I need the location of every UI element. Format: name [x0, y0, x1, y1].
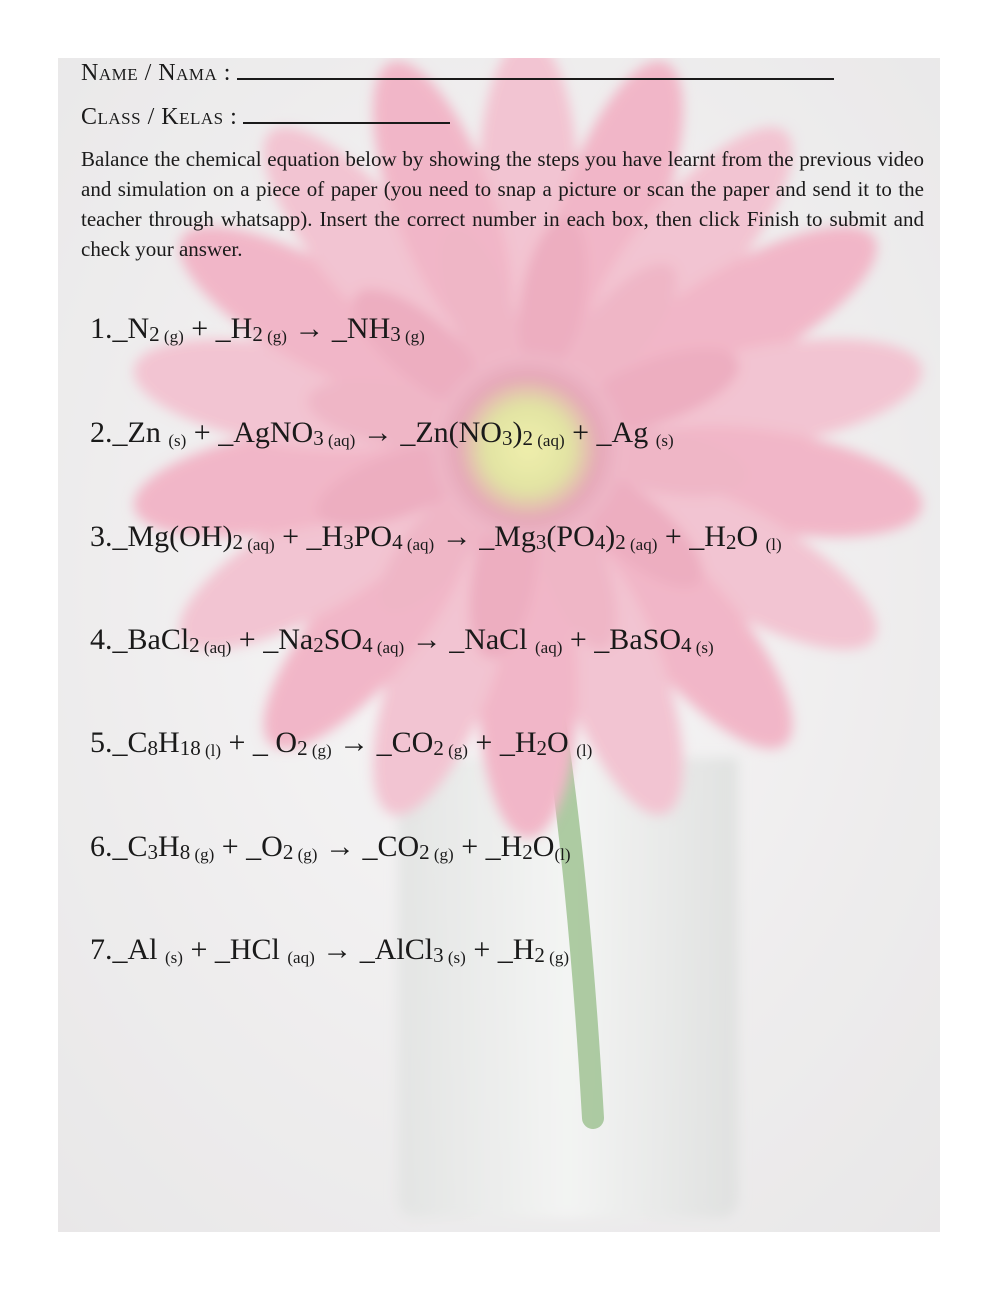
formula-subscript: 2 — [189, 633, 200, 657]
formula-text: O — [736, 520, 766, 553]
equation-formula — [113, 312, 425, 345]
formula-text: _Zn — [112, 416, 169, 449]
equation-2 — [90, 416, 674, 451]
equation-4 — [90, 623, 714, 658]
state-symbol: (aq) — [199, 638, 232, 657]
formula-text: SO — [323, 623, 363, 656]
formula-subscript: 2 — [615, 530, 626, 554]
formula-subscript: 4 — [362, 633, 373, 657]
state-symbol: (aq) — [625, 535, 658, 554]
formula-text: (PO — [546, 520, 595, 553]
formula-text: + _Na — [231, 623, 314, 656]
formula-text: O — [547, 726, 577, 759]
class-label: Class / Kelas : — [81, 104, 238, 130]
formula-text: O — [532, 830, 555, 863]
formula-text: _Al — [112, 933, 165, 966]
equation-number: 6. — [90, 830, 113, 863]
state-symbol: (g) — [429, 845, 454, 864]
formula-text: H — [158, 830, 180, 863]
state-symbol: (g) — [544, 948, 569, 967]
formula-text: _N — [112, 312, 150, 345]
state-symbol: (aq) — [287, 948, 315, 967]
state-symbol: (g) — [262, 327, 287, 346]
formula-subscript: 3 — [147, 840, 159, 864]
instructions-text: Balance the chemical equation below by showing the steps you have learnt from the previous video and simulation on a piece of paper (you need to snap a picture or scan the paper and send it to the teacher through whatsapp). Insert the correct number in each box, then click Finish to submit and check your answer. — [81, 147, 924, 261]
formula-text: _Mg(OH) — [112, 520, 233, 553]
equation-number: 7. — [90, 933, 113, 966]
name-field — [81, 60, 834, 87]
equation-number: 4. — [90, 623, 113, 656]
formula-subscript: 2 — [232, 530, 243, 554]
formula-subscript: 2 — [282, 840, 294, 864]
formula-text: → _Zn(NO — [355, 416, 502, 449]
state-symbol: (g) — [159, 327, 184, 346]
state-symbol: (aq) — [535, 638, 563, 657]
formula-text: + _BaSO — [562, 623, 681, 656]
formula-subscript: 4 — [392, 530, 403, 554]
formula-text: + _H — [274, 520, 344, 553]
formula-subscript: 3 — [313, 426, 324, 450]
worksheet-page — [58, 58, 940, 1232]
equation-number: 5. — [90, 726, 113, 759]
formula-subscript: 2 — [297, 736, 308, 760]
formula-subscript: 2 — [419, 840, 430, 864]
equation-formula — [113, 623, 714, 656]
state-symbol: (aq) — [532, 431, 565, 450]
equation-formula — [113, 830, 571, 863]
formula-subscript: 2 — [522, 840, 533, 864]
equation-number: 3. — [90, 520, 113, 553]
state-symbol: (l) — [765, 535, 782, 554]
formula-text: → _NaCl — [404, 623, 536, 656]
formula-text: + _H — [467, 726, 537, 759]
formula-subscript: 2 — [149, 322, 160, 346]
state-symbol: (aq) — [323, 431, 356, 450]
state-symbol: (l) — [576, 741, 593, 760]
equation-formula — [113, 726, 593, 759]
state-symbol: (aq) — [372, 638, 405, 657]
state-symbol: (l) — [554, 845, 571, 864]
formula-text: + _H — [465, 933, 535, 966]
formula-text: + _H — [453, 830, 523, 863]
formula-subscript: 3 — [433, 943, 444, 967]
equation-6 — [90, 830, 571, 865]
name-blank-line[interactable] — [237, 60, 834, 80]
formula-text: + _AgNO — [186, 416, 314, 449]
formula-text: + _HCl — [182, 933, 288, 966]
state-symbol: (l) — [200, 741, 221, 760]
formula-text: H — [158, 726, 180, 759]
formula-text: _C — [112, 726, 148, 759]
equation-formula — [113, 933, 570, 966]
formula-subscript: 4 — [594, 530, 606, 554]
state-symbol: (g) — [400, 327, 425, 346]
formula-subscript: 3 — [343, 530, 354, 554]
equation-formula — [113, 520, 782, 553]
formula-subscript: 2 — [433, 736, 444, 760]
formula-text: ) — [605, 520, 616, 553]
formula-text: → _Mg — [434, 520, 536, 553]
formula-text: + _H — [657, 520, 726, 553]
formula-text: → _CO — [317, 830, 420, 863]
state-symbol: (s) — [655, 431, 674, 450]
equation-number: 2. — [90, 416, 113, 449]
formula-text: ) — [512, 416, 523, 449]
class-blank-line[interactable] — [243, 104, 450, 124]
equation-formula — [113, 416, 674, 449]
state-symbol: (g) — [443, 741, 468, 760]
class-field — [81, 104, 450, 131]
formula-subscript: 2 — [725, 530, 737, 554]
state-symbol: (g) — [307, 741, 332, 760]
formula-subscript: 2 — [534, 943, 545, 967]
formula-text: _C — [112, 830, 148, 863]
equation-3 — [90, 520, 782, 555]
formula-subscript: 4 — [680, 633, 692, 657]
equation-7 — [90, 933, 569, 968]
state-symbol: (aq) — [402, 535, 435, 554]
formula-subscript: 18 — [179, 736, 201, 760]
state-symbol: (aq) — [243, 535, 275, 554]
formula-subscript: 2 — [536, 736, 548, 760]
formula-subscript: 8 — [179, 840, 191, 864]
equation-number: 1. — [90, 312, 113, 345]
state-symbol: (s) — [691, 638, 714, 657]
equation-1 — [90, 312, 425, 347]
formula-subscript: 3 — [535, 530, 547, 554]
formula-text: → _NH — [286, 312, 391, 345]
equation-5 — [90, 726, 592, 761]
state-symbol: (s) — [165, 948, 183, 967]
formula-text: + _H — [183, 312, 253, 345]
name-label: Name / Nama : — [81, 60, 231, 86]
formula-text: + _Ag — [564, 416, 656, 449]
state-symbol: (s) — [443, 948, 466, 967]
formula-text: → _AlCl — [314, 933, 434, 966]
formula-subscript: 3 — [390, 322, 401, 346]
formula-subscript: 8 — [147, 736, 159, 760]
formula-subscript: 2 — [252, 322, 263, 346]
formula-text: + _O — [214, 830, 283, 863]
state-symbol: (g) — [293, 845, 318, 864]
formula-text: → _CO — [331, 726, 434, 759]
state-symbol: (g) — [190, 845, 215, 864]
formula-subscript: 2 — [313, 633, 324, 657]
formula-subscript: 2 — [522, 426, 533, 450]
formula-text: PO — [353, 520, 393, 553]
formula-text: _BaCl — [112, 623, 190, 656]
formula-text: + _ O — [220, 726, 298, 759]
formula-subscript: 3 — [501, 426, 513, 450]
state-symbol: (s) — [168, 431, 187, 450]
